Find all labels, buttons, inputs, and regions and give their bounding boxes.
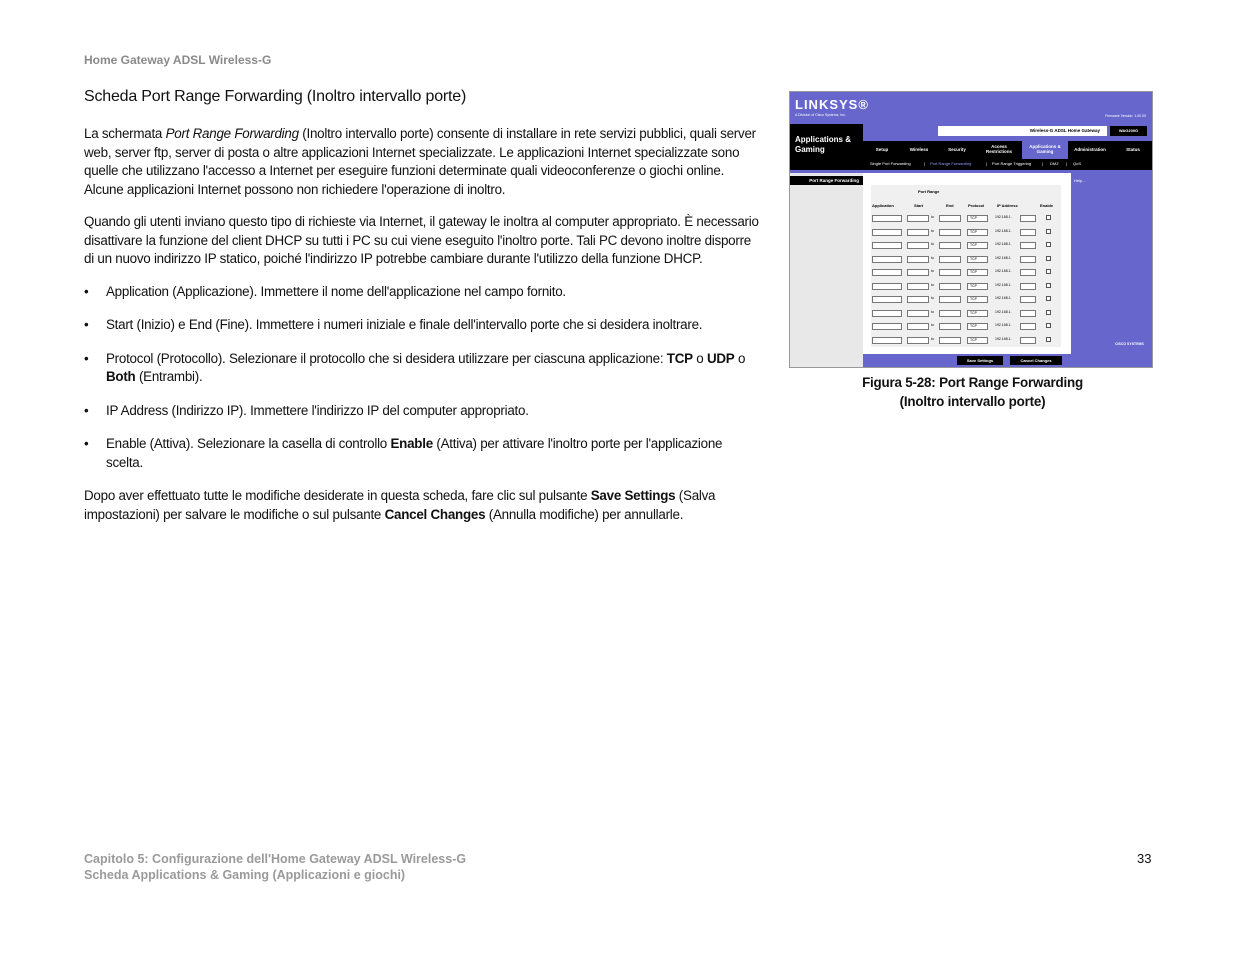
cancel-changes-button: Cancel Changes [1010, 356, 1062, 365]
start-port-input [907, 229, 929, 236]
ip-suffix-input [1020, 296, 1036, 303]
protocol-or-1: o [692, 350, 707, 366]
start-port-input [907, 323, 929, 330]
protocol-select: TCP [967, 323, 988, 330]
application-input [872, 256, 902, 263]
closing-cancel-changes: Cancel Changes [384, 506, 486, 522]
enable-checkbox [1046, 296, 1051, 301]
logo-subtitle: A Division of Cisco Systems, Inc. [795, 113, 846, 117]
enable-checkbox [1046, 229, 1051, 234]
protocol-select: TCP [967, 229, 988, 236]
start-end-text: Start (Inizio) e End (Fine). Immettere i numeri iniziale e finale dell'intervallo porte che si desidera inoltrare. [106, 317, 703, 332]
application-input [872, 242, 902, 249]
start-port-input [907, 283, 929, 290]
to-label: to [931, 228, 934, 233]
ip-prefix: 192.168.1. [995, 242, 1012, 246]
ip-suffix-input [1020, 256, 1036, 263]
screenshot-section-label: Applications & Gaming [790, 124, 863, 170]
column-protocol: Protocol [968, 203, 985, 208]
subtab-single-port-forwarding: Single Port Forwarding [870, 161, 911, 166]
ip-suffix-input [1020, 269, 1036, 276]
list-item [84, 435, 759, 472]
start-port-input [907, 269, 929, 276]
start-port-input [907, 337, 929, 344]
ip-suffix-input [1020, 229, 1036, 236]
ip-prefix: 192.168.1. [995, 296, 1012, 300]
column-end: End [946, 203, 954, 208]
protocol-text-post: (Entrambi). [135, 369, 203, 384]
enable-checkbox [1046, 242, 1051, 247]
linksys-logo: LINKSYS® [795, 97, 869, 112]
list-item [84, 283, 759, 302]
running-header: Home Gateway ADSL Wireless-G [84, 53, 272, 67]
to-label: to [931, 296, 934, 300]
to-label: to [931, 336, 934, 341]
ip-address-text: IP Address (Indirizzo IP). Immettere l'indirizzo IP del computer appropriato. [106, 402, 529, 418]
section-title: Scheda Port Range Forwarding (Inoltro intervallo porte) [84, 88, 467, 105]
column-ip-address: IP Address [997, 203, 1018, 208]
enable-checkbox [1046, 269, 1051, 274]
end-port-input [939, 310, 961, 317]
intro-text-post: (Inoltro intervallo porte) consente di installare in rete servizi pubblici, quali server web, server ftp, server di posta o altre applicazioni Internet specializzate. Le applicazioni Internet specializzate sono quelle che utilizzano l'accesso a Internet per eseguire funzioni determinate quali videoconferenze o giochi online. Alcune applicazioni Internet possono non richiedere l'operazione di inoltro. [84, 126, 756, 197]
closing-text-mid: (Salva impostazioni) per salvare le modifiche o sul pulsante [84, 488, 716, 522]
to-label: to [931, 282, 934, 287]
ip-prefix: 192.168.1. [995, 309, 1012, 314]
tab-setup: Setup [875, 147, 889, 152]
intro-text-pre: La schermata [84, 126, 166, 141]
end-port-input [939, 215, 961, 222]
bullet-mark: • [84, 283, 89, 299]
protocol-select: TCP [967, 337, 988, 344]
protocol-select: TCP [967, 269, 988, 276]
subtab-separator: | [924, 161, 926, 166]
start-port-input [907, 310, 929, 317]
application-input [872, 229, 902, 236]
application-input [872, 283, 902, 290]
product-name: Wireless-G ADSL Home Gateway [1029, 128, 1100, 133]
product-name-box [938, 126, 1107, 136]
subtab-separator: | [1066, 161, 1068, 166]
bullet-mark: • [84, 436, 89, 451]
end-port-input [939, 283, 961, 290]
enable-bold: Enable [390, 436, 433, 451]
firmware-version: Firmware Version: 1.00.00 [1105, 114, 1146, 118]
protocol-both: Both [106, 369, 136, 384]
closing-paragraph [84, 487, 759, 524]
enable-checkbox [1046, 283, 1051, 288]
ip-suffix-input [1020, 310, 1036, 317]
bullet-mark: • [84, 402, 89, 418]
footer-section: Scheda Applications & Gaming (Applicazioni e giochi) [84, 868, 406, 882]
application-input [872, 323, 902, 330]
tab-wireless: Wireless [909, 147, 929, 152]
subtab-port-range-forwarding: Port Range Forwarding [930, 161, 972, 166]
column-enable: Enable [1040, 203, 1054, 208]
protocol-text-pre: Protocol (Protocollo). Selezionare il protocollo che si desidera utilizzare per ciascuna applicazione: [106, 350, 667, 366]
caption-line-2: (Inoltro intervallo porte) [899, 394, 1046, 409]
subtab-separator: | [986, 161, 988, 166]
dhcp-paragraph: Quando gli utenti inviano questo tipo di richieste via Internet, il gateway le inoltra al computer appropriato. È necessario disattivare la funzione del client DHCP su tutti i PC su cui viene eseguito l'inoltro porte. Tali PC devono inoltre disporre di un nuovo indirizzo IP statico, poiché l'indirizzo IP potrebbe cambiare durante l'utilizzo della funzione DHCP. [84, 214, 759, 266]
enable-checkbox [1046, 310, 1051, 315]
protocol-udp: UDP [706, 350, 735, 366]
closing-text-post: (Annulla modifiche) per annullarle. [485, 506, 684, 522]
ip-prefix: 192.168.1. [995, 323, 1012, 327]
tab-administration: Administration [1074, 147, 1106, 152]
enable-checkbox [1046, 215, 1051, 220]
ip-prefix: 192.168.1. [995, 215, 1012, 219]
column-start: Start [914, 203, 924, 208]
list-item [84, 316, 759, 335]
protocol-tcp: TCP [666, 350, 693, 366]
application-input [872, 269, 902, 276]
start-port-input [907, 256, 929, 263]
tab-applications-gaming: Applications & Gaming [1022, 141, 1068, 159]
screenshot-sidebar [790, 173, 863, 368]
protocol-select: TCP [967, 256, 988, 263]
enable-checkbox [1046, 337, 1051, 342]
subtab-dmz: DMZ [1050, 161, 1059, 166]
end-port-input [939, 269, 961, 276]
list-item [84, 350, 759, 387]
end-port-input [939, 256, 961, 263]
protocol-select: TCP [967, 296, 988, 303]
application-input [872, 296, 902, 303]
document-body [84, 88, 759, 538]
screenshot-help-column [1071, 173, 1153, 368]
end-port-input [939, 323, 961, 330]
enable-checkbox [1046, 256, 1051, 261]
tab-status: Status [1126, 147, 1140, 152]
ip-suffix-input [1020, 283, 1036, 290]
ip-prefix: 192.168.1. [995, 269, 1012, 273]
application-input [872, 215, 902, 222]
figure-caption [789, 373, 1156, 411]
ip-suffix-input [1020, 323, 1036, 330]
bullet-mark: • [84, 350, 89, 366]
caption-line-1: Figura 5-28: Port Range Forwarding [862, 375, 1083, 390]
ip-prefix: 192.168.1. [995, 255, 1012, 260]
list-item [84, 402, 759, 421]
to-label: to [931, 255, 934, 260]
footer-chapter: Capitolo 5: Configurazione dell'Home Gateway ADSL Wireless-G [84, 852, 467, 866]
ip-prefix: 192.168.1. [995, 228, 1012, 233]
to-label: to [931, 323, 934, 327]
end-port-input [939, 229, 961, 236]
ip-prefix: 192.168.1. [995, 282, 1012, 287]
tab-security: Security [948, 147, 966, 152]
protocol-select: TCP [967, 215, 988, 222]
screenshot-side-label: Port Range Forwarding [790, 176, 863, 185]
start-port-input [907, 215, 929, 222]
end-port-input [939, 296, 961, 303]
enable-checkbox [1046, 323, 1051, 328]
protocol-or-2: o [734, 350, 746, 366]
to-label: to [931, 269, 934, 273]
protocol-select: TCP [967, 242, 988, 249]
port-range-header: Port Range [918, 189, 940, 194]
start-port-input [907, 242, 929, 249]
ip-suffix-input [1020, 242, 1036, 249]
start-port-input [907, 296, 929, 303]
footer [84, 851, 466, 883]
page-number: 33 [1137, 851, 1152, 866]
intro-term: Port Range Forwarding [165, 126, 299, 141]
subtab-separator: | [1042, 161, 1044, 166]
subtab-qos: QoS [1073, 161, 1082, 166]
enable-text-pre: Enable (Attiva). Selezionare la casella di controllo [106, 436, 391, 451]
cisco-logo: CISCO SYSTEMS [1115, 342, 1144, 346]
application-input [872, 310, 902, 317]
closing-text-pre: Dopo aver effettuato tutte le modifiche desiderate in questa scheda, fare clic sul pulsante [84, 488, 591, 503]
to-label: to [931, 242, 934, 246]
router-screenshot [789, 91, 1153, 368]
model-number: WAG200G [1110, 126, 1147, 136]
end-port-input [939, 242, 961, 249]
protocol-select: TCP [967, 283, 988, 290]
tab-access-restrictions: Access Restrictions [985, 144, 1012, 154]
closing-save-settings: Save Settings [590, 488, 676, 503]
application-input [872, 337, 902, 344]
subtab-port-range-triggering: Port Range Triggering [992, 161, 1032, 166]
protocol-select: TCP [967, 310, 988, 317]
save-settings-button: Save Settings [957, 356, 1003, 365]
application-text: Application (Applicazione). Immettere il nome dell'applicazione nel campo fornito. [106, 283, 566, 299]
end-port-input [939, 337, 961, 344]
bullet-mark: • [84, 317, 89, 332]
ip-prefix: 192.168.1. [995, 336, 1012, 341]
field-list [84, 283, 759, 473]
column-application: Application [872, 203, 894, 208]
help-link: Help... [1074, 178, 1086, 183]
ip-suffix-input [1020, 337, 1036, 344]
to-label: to [931, 309, 934, 314]
ip-suffix-input [1020, 215, 1036, 222]
enable-text-post: (Attiva) per attivare l'inoltro porte per l'applicazione scelta. [106, 436, 723, 470]
to-label: to [931, 215, 934, 219]
intro-paragraph [84, 125, 759, 199]
